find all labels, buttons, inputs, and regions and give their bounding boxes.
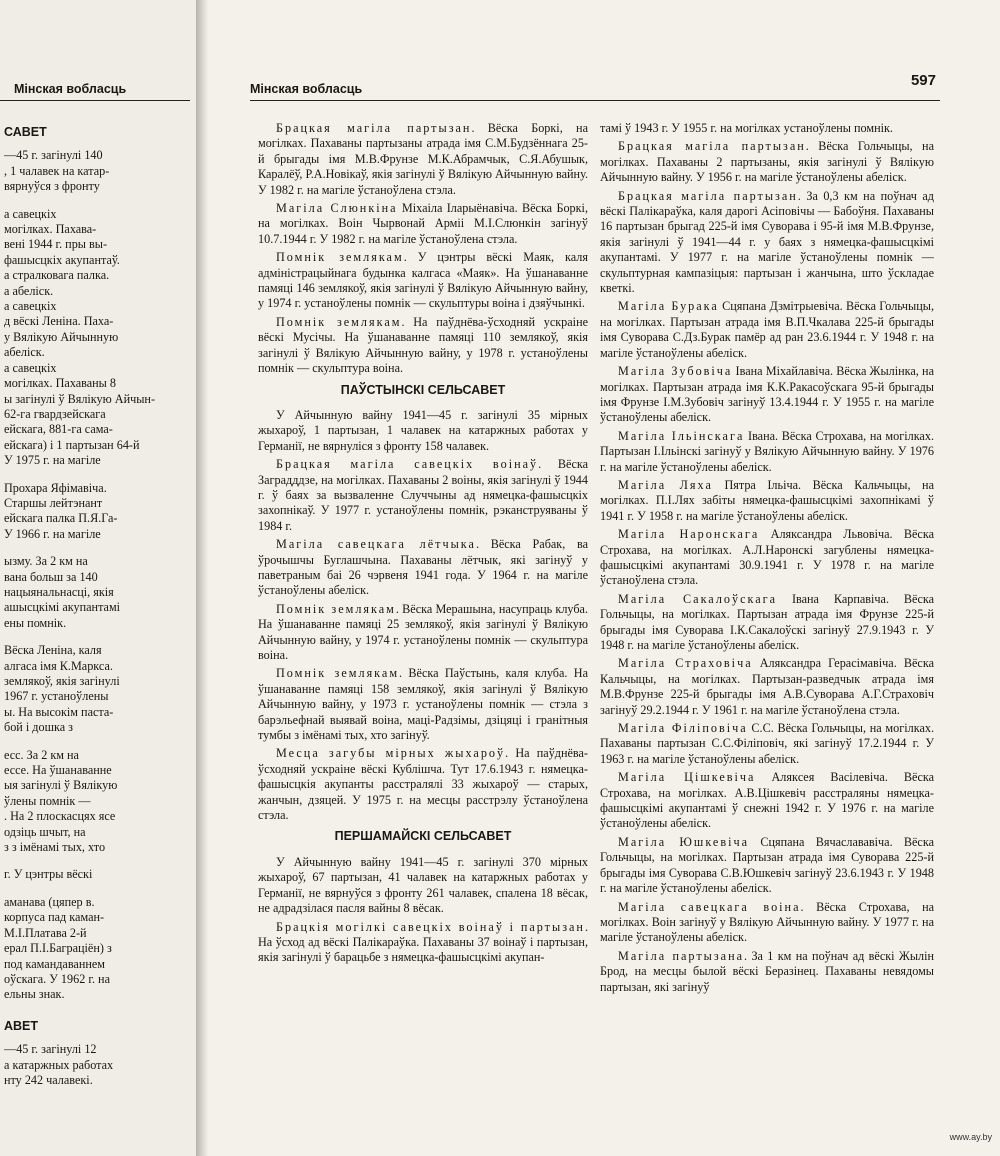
entry-title: Месца загубы мірных жыхароў [276, 746, 506, 761]
entry-text: Івана. Вёска Строхава, на могілках. Партызан І.Ільінскі загінуў у Вялікую Айчынную вайну. У 1976 г. на магіле ўстаноўлены абеліск. [600, 428, 934, 474]
right-page [208, 0, 1000, 1156]
entry-title: Помнік землякам [276, 666, 400, 681]
text-line: а стралковага палка. [4, 268, 110, 283]
text-line: ызму. За 2 км на [4, 554, 88, 569]
text-line: вана больш за 140 [4, 569, 98, 584]
entry-paragraph [600, 478, 934, 524]
entry-title: Брацкая магіла партызан [276, 121, 472, 135]
left-page-column [4, 121, 194, 1088]
entry-title: Магіла партызана [618, 948, 745, 963]
entry-title: Магіла Наронскага [618, 527, 760, 542]
watermark: www.ay.by [949, 1132, 992, 1142]
entry-title: Магіла савецкага лётчыка [276, 537, 476, 552]
entry-title: Брацкая магіла партызан [618, 188, 798, 203]
right-running-head: Мінская вобласць [250, 82, 363, 96]
entry-paragraph [600, 770, 934, 832]
entry-title: Магіла Зубовіча [618, 364, 733, 379]
entry-text: . Вёска Строхава, на могілках. Воін загінуў у Вялікую Айчынную вайну. У 1977 г. на магіле ўстаноўлены абеліск. [600, 899, 935, 945]
entry-title: Магіла Юшкевіча [618, 834, 750, 849]
text-line: а катаржных работах [4, 1057, 114, 1072]
entry-text: Івана Міхайлавіча. Вёска Жылінка, на могілках. Партызан атрада імя К.К.Ракасоўскага 95-й брыгады імя Фрунзе І.М.Зубовіч загінуў 13.4.1944 г. У 1955 г. на магіле ўстаноўлены абеліск. [600, 364, 934, 425]
text-line: ашысцкімі акупантамі [4, 600, 121, 615]
entry-text: Пятра Ільіча. Вёска Кальчыцы, на могілках. П.І.Лях забіты нямецка-фашысцкімі захопнікамі ў 1941 г. У 1958 г. на магіле ўстаноўлены абеліск. [600, 477, 934, 523]
line-gap [4, 469, 194, 481]
entry-title: Магіла Слюнкіна [276, 201, 398, 216]
text-line: ейскага, 881-га сама- [4, 422, 113, 437]
text-line: могілках. Пахаваны 8 [4, 376, 117, 391]
text-line: одзіць шчыт, на [4, 824, 86, 839]
left-header-rule [0, 100, 190, 101]
text-line: ы загінулі ў Вялікую Айчын- [4, 391, 155, 406]
line-gap [4, 883, 194, 895]
entry-paragraph [600, 656, 934, 718]
text-line: корпуса пад каман- [4, 910, 105, 925]
entry-paragraph [600, 900, 934, 946]
line-gap [4, 736, 194, 748]
line-gap [4, 855, 194, 867]
entry-text: Аляксандра Львовіча. Вёска Строхава, на могілках. А.Л.Наронскі загублены нямецка-фашысцкімі акупантамі 30.9.1941 г. У 1978 г. на магіле ўстаноўлена стэла. [600, 527, 934, 588]
entry-paragraph [600, 189, 934, 297]
text-line: У 1966 г. на магіле [4, 526, 101, 541]
entry-title: Помнік землякам [276, 601, 396, 616]
text-line: —45 г. загінулі 140 [4, 148, 103, 163]
text-line: Вёска Леніна, каля [4, 643, 102, 658]
text-line: Прохара Яфімавіча. [4, 480, 107, 495]
text-line: ы. На высокім паста- [4, 704, 114, 719]
entry-title: Магіла Сакалоўскага [618, 591, 778, 606]
entry-text: Сцяпана Вячаслававіча. Вёска Гольчыцы, на могілках. Партызан атрада імя Суворава 225-й брыгады імя Суворава С.В.Юшкевіч загінуў 23.6.1943 г. У 1948 г. на магіле ўстаноўлены абеліск. [600, 834, 934, 896]
entry-paragraph [258, 201, 588, 247]
entry-paragraph [258, 666, 588, 743]
entry-paragraph [600, 721, 934, 767]
text-line: М.І.Платава 2-й [4, 925, 87, 940]
text-line: а абеліск. [4, 283, 54, 298]
entry-text: тамі ў 1943 г. У 1955 г. на могілках устаноўлены помнік. [600, 121, 893, 135]
section-heading: ПАЎСТЫНСКІ СЕЛЬСАВЕТ [340, 382, 506, 397]
text-line: —45 г. загінулі 12 [4, 1042, 97, 1057]
entry-paragraph [258, 315, 588, 377]
text-line: ыя загінулі ў Вялікую [4, 778, 118, 793]
entry-title: Брацкая магіла партызан [618, 139, 806, 154]
entry-paragraph [258, 855, 588, 917]
entry-text: С.С. Вёска Гольчыцы, на могілках. Пахаваны партызан С.С.Філіповіч, які загінуў 17.2.1944 г. У 1963 г. на магіле ўстаноўлены абеліск. [600, 721, 934, 766]
text-line: ўлены помнік — [4, 793, 91, 808]
left-running-head: Мінская вобласць [14, 82, 127, 96]
entry-paragraph [600, 121, 934, 136]
entry-paragraph [600, 527, 934, 589]
text-line: Старшы лейтэнант [4, 495, 103, 510]
text-line: нацыянальнасці, якія [4, 584, 114, 599]
entry-paragraph [258, 457, 588, 534]
text-line: а савецкіх [4, 360, 57, 375]
entry-text: Аляксандра Герасімавіча. Вёска Кальчыцы, на могілках. Партызан-разведчык атрада імя М.В.Фрунзе 225-й брыгады імя А.В.Суворава А.Г.Страховіч загінуў 29.2.1944 г. У 1961 г. на магіле ўстаноўлена стэла. [600, 656, 934, 717]
entry-title: Помнік землякам [276, 314, 402, 329]
entry-paragraph [600, 592, 934, 654]
text-line: абеліск. [4, 345, 45, 360]
entry-paragraph [258, 537, 588, 599]
text-line: а савецкіх [4, 299, 57, 314]
text-line: алгаса імя К.Маркса. [4, 658, 113, 673]
text-line: . На 2 плоскасцях ясе [4, 809, 116, 824]
entry-paragraph [600, 835, 934, 897]
text-line: могілках. Пахава- [4, 222, 97, 237]
section-heading: АВЕТ [4, 1018, 39, 1033]
line-gap [4, 1003, 194, 1015]
entry-paragraph [600, 364, 934, 426]
text-line: вярнуўся з фронту [4, 179, 100, 194]
page-number: 597 [910, 72, 936, 89]
entry-text: . На паўднёва-ўсходняй ускраіне вёскі Мусічы. На ўшанаванне памяці 110 землякоў, якія загінулі ў Вялікую Айчынную вайну, у 1978 г. устаноўлены помнік — скульптура воіна. [258, 314, 589, 376]
text-column-2 [600, 121, 934, 998]
text-line: под камандаваннем [4, 956, 105, 971]
section-heading: САВЕТ [4, 125, 47, 139]
text-line: аманава (цяпер в. [4, 894, 95, 909]
entry-paragraph [258, 250, 588, 312]
line-gap [4, 195, 194, 207]
text-line: ейскага палка П.Я.Га- [4, 511, 118, 526]
text-line: 1967 г. устаноўлены [4, 689, 109, 704]
text-line: г. У цэнтры вёскі [4, 867, 93, 882]
entry-text: У Айчынную вайну 1941—45 г. загінулі 370 мірных жыхароў, 67 партызан, 41 чалавек на катаржных работах у Германії, не вярнуўся з фронту 261 чалавек, спалена 18 вёсак, не адрадзілася пасля вайны 8 вёсак. [258, 854, 588, 916]
section-heading: ПЕРШАМАЙСКІ СЕЛЬСАВЕТ [334, 829, 512, 844]
entry-title: Брацкія могілкі савецкіх воінаў і партызан [276, 919, 585, 934]
entry-text: Сцяпана Дзмітрыевіча. Вёска Гольчыцы, на могілках. Партызан атрада імя В.П.Чкалава 225-й брыгады імя Суворава С.Дз.Бурак памёр ад ран 23.6.1944 г. У 1948 г. на магіле ўстаноўлены абеліск. [600, 299, 934, 360]
entry-text: У Айчынную вайну 1941—45 г. загінулі 35 мірных жыхароў, 1 партызан, 1 чалавек на катаржных работах у Германії, не вярнуліся з фронту 158 чалавек. [258, 407, 588, 453]
entry-title: Магіла Страховіча [618, 656, 753, 671]
entry-paragraph [258, 602, 588, 664]
entry-text: . На ўсход ад вёскі Палікараўка. Пахаваны 37 воінаў і партызан, якія загінулі ў барацьбе з нямецка-фашысцкімі акупан- [258, 919, 588, 965]
entry-text: Івана Карпавіча. Вёска Гольчыцы, на могілках. Партызан атрада імя Фрунзе 225-й брыгады імя Суворава І.К.Сакалоўскі загінуў 27.9.1943 г. У 1948 г. на магіле ўстаноўлены абеліск. [600, 591, 934, 652]
entry-title: Помнік землякам [276, 250, 404, 265]
text-line: 62-га гвардзейскага [4, 406, 106, 421]
text-line: у Вялікую Айчынную [4, 329, 119, 344]
entry-text: Алякcея Васілевіча. Вёска Строхава, на могілках. А.В.Цішкевіч расстраляны нямецка-фашысцкімі акупантамі ў снежні 1942 г. У 1976 г. на магіле ўстаноўлены абеліск. [600, 770, 934, 831]
text-line: ейскага) і 1 партызан 64-й [4, 437, 140, 452]
text-line: ессе. На ўшанаванне [4, 763, 112, 778]
line-gap [4, 542, 194, 554]
text-line: , 1 чалавек на катар- [4, 163, 110, 178]
entry-paragraph [600, 429, 934, 475]
entry-title: Магіла Бурака [618, 299, 719, 314]
entry-text: . Вёска Мерашына, насупраць клуба. На ўшанаванне памяці 25 землякоў, якія загінулі ў Вялікую Айчынную вайну, у 1974 г. устаноўлены помнік — скульптура воіна. [258, 601, 588, 662]
text-line: есс. За 2 км на [4, 747, 79, 762]
entry-text: Міхаіла Іларыёнавіча. Вёска Боркі, на могілках. Воін Чырвонай Арміі М.І.Слюнкін загінуў 10.7.1944 г. У 1982 г. на магіле ўстаноўлена стэла. [258, 201, 588, 246]
text-line: вені 1944 г. пры вы- [4, 237, 108, 252]
entry-paragraph [258, 408, 588, 454]
line-gap [4, 631, 194, 643]
entry-text: . Вёска Гольчыцы, на могілках. Пахаваны 2 партызаны, якія загінулі ў Вялікую Айчынную вайну. У 1956 г. на магіле ўстаноўлены абеліск. [600, 139, 934, 185]
text-line: фашысцкіх акупантаў. [4, 252, 120, 267]
text-line: землякоў, якія загінулі [4, 674, 120, 688]
text-line: ены помнік. [4, 615, 67, 630]
text-line: ерал П.І.Баграціён) з [4, 941, 112, 956]
entry-text: . Вёска Рабак, ва ўрочышчы Буглашчына. Пахаваны лётчык, які загінуў у паветраным баі 26 чэрвеня 1941 года. У 1964 г. на магіле ўстаноўлены абеліск. [258, 537, 588, 598]
entry-paragraph [600, 299, 934, 361]
text-line: а савецкіх [4, 206, 57, 221]
entry-title: Магіла Цішкевіча [618, 770, 756, 785]
entry-title: Магіла савецкага воіна [618, 899, 801, 914]
entry-paragraph [600, 949, 934, 995]
left-page [0, 0, 196, 1156]
text-line: оўскага. У 1962 г. на [4, 971, 110, 986]
entry-title: Брацкая магіла савецкіх воінаў [276, 457, 539, 472]
text-column-1 [258, 121, 588, 969]
entry-text: . У цэнтры вёскі Маяк, каля адміністрацыйнага будынка калгаса «Маяк». На ўшанаванне памяці 146 землякоў, якія загінулі ў Вялікую Айчынную вайну, у 1974 г. устаноўлены помнік — скульптуры воіна і дзяўчынкі. [258, 250, 588, 311]
entry-title: Магіла Філіповіча [618, 721, 748, 736]
entry-paragraph [258, 121, 588, 198]
entry-text: . Вёска Заградддзе, на могілках. Пахаваны 2 воіны, якія загінулі ў 1944 г. ў баях за вызваленне Случчыны ад нямецка-фашысцкіх захопнікаў. У 1977 г. устаноўлены помнік, рэканструяваны ў 1984 г. [258, 457, 588, 533]
entry-title: Магіла Ляха [618, 477, 713, 492]
text-line: бой і дошка з [4, 720, 73, 735]
text-line: нту 242 чалавекі. [4, 1072, 93, 1087]
entry-paragraph [600, 139, 934, 185]
entry-text: . Вёска Боркі, на могілках. Пахаваны партызаны атрада імя С.М.Будзённага 25-й брыгады імя М.В.Фрунзе М.К.Абрамчык, С.Я.Абушык, Каралёў, Р.А.Новікаў, якія загінулі ў Вялікую Айчынную вайну. У 1982 г. на магіле ўстаноўлена стэла. [258, 121, 588, 197]
entry-paragraph [258, 920, 588, 966]
right-header-rule [250, 100, 940, 101]
entry-text: . За 1 км на поўнач ад вёскі Жылін Брод, на месцы былой вёскі Беразінец. Пахаваны невядомы партызан, які загінуў [600, 948, 934, 994]
entry-title: Магіла Ільінскага [618, 428, 745, 443]
entry-text: . Вёска Паўстынь, каля клуба. На ўшанаванне памяці 158 землякоў, якія загінулі ў Вялікую Айчынную вайну, у 1973 г. устаноўлены помнік — стэла з барэльефнай выявай воіна, маці-Радзімы, дзіцяці і гранітныя тумбы з імёнамі тых, хто загінуў. [258, 666, 588, 743]
text-line: д вёскі Леніна. Паха- [4, 314, 114, 329]
book-spine [196, 0, 208, 1156]
entry-text: . На паўднёва-ўсходняй ускраіне вёскі Кублішча. Тут 17.6.1943 г. нямецка-фашысцкія акупанты расстралялі 33 жыхароў — старых, жанчын, дзяцей. У 1975 г. на месцы расстрэлу ўстаноўлена стэла. [258, 746, 588, 823]
text-line: ельны знак. [4, 987, 65, 1002]
entry-paragraph [258, 746, 588, 823]
text-line: У 1975 г. на магіле [4, 453, 101, 468]
text-line: з з імёнамі тых, хто [4, 840, 106, 855]
entry-text: . За 0,3 км на поўнач ад вёскі Палікараўка, каля дарогі Асіповічы — Бабоўня. Пахаваны 16 партызан брыгад 225-й імя Суворава і 95-й імя М.В.Фрунзе, якія загінулі ў 1941—44 г. у баях з нямецка-фашысцкімі акупантамі. У 1977 г. на магіле ўстаноўлены помнік — скульптурная кампазіцыя: партызан і жанчына, што ўскладае кветкі. [600, 188, 934, 296]
